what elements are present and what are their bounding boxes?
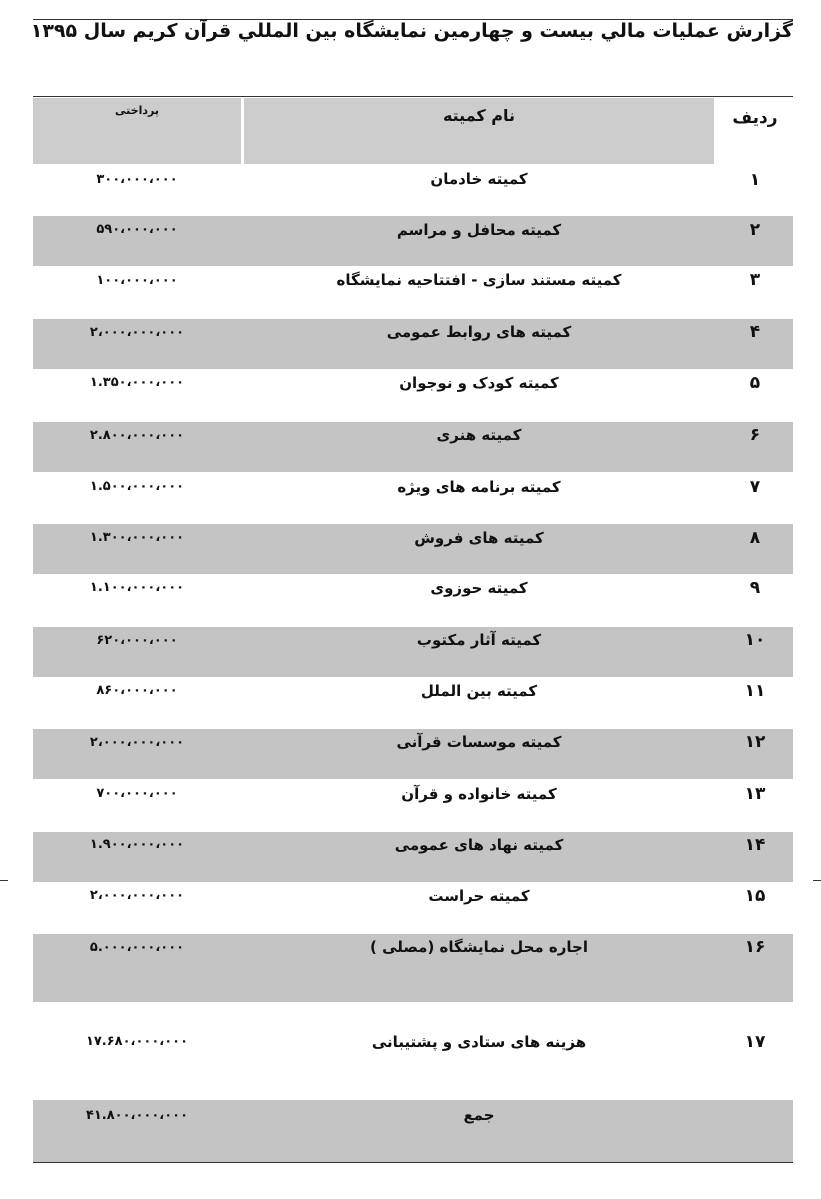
committee-name: کمیته های روابط عمومی (386, 323, 572, 341)
payment-amount: ۵۹۰،۰۰۰،۰۰۰ (96, 222, 178, 237)
row-number: ۸ (749, 528, 761, 548)
committee-name: کمیته برنامه های ویژه (397, 478, 561, 496)
payment-amount: ۱.۳۵۰،۰۰۰،۰۰۰ (89, 375, 185, 390)
table-row (33, 832, 793, 882)
row-number: ۱۰ (744, 630, 766, 650)
row-number: ۲ (749, 220, 761, 240)
table-row (33, 574, 793, 626)
row-number: ۱۵ (744, 886, 766, 906)
committee-name: کمیته مستند سازی - افتتاحیه نمایشگاه (336, 271, 622, 289)
header-top-rule (33, 96, 793, 97)
payment-amount: ۳۰۰،۰۰۰،۰۰۰ (96, 172, 178, 187)
row-number: ۵ (749, 373, 761, 393)
table-row (33, 216, 793, 266)
table-row (33, 934, 793, 1002)
header-row-cell (717, 98, 793, 164)
payment-amount: ۱.۱۰۰،۰۰۰،۰۰۰ (89, 580, 185, 595)
row-number: ۱۲ (744, 732, 766, 752)
row-number: ۷ (749, 477, 761, 497)
header-name-cell (244, 98, 714, 164)
committee-name: کمیته حراست (428, 887, 530, 905)
row-number: ۱۴ (744, 835, 766, 855)
payment-amount: ۵.۰۰۰،۰۰۰،۰۰۰ (89, 940, 185, 955)
table-header (33, 98, 793, 164)
table-row (33, 164, 793, 215)
committee-name: کمیته بین الملل (420, 682, 538, 700)
header-row-label: ردیف (732, 108, 778, 128)
table-row (33, 266, 793, 318)
table-row (33, 729, 793, 779)
table-row (33, 627, 793, 677)
committee-name: اجاره محل نمایشگاه (مصلی ) (370, 938, 588, 956)
committee-name: کمیته محافل و مراسم (396, 221, 562, 239)
row-number: ۹ (749, 578, 761, 598)
row-number: ۱۷ (744, 1032, 766, 1052)
table-row (33, 779, 793, 831)
table-row (33, 319, 793, 369)
payment-amount: ۲،۰۰۰،۰۰۰،۰۰۰ (89, 888, 185, 903)
payment-amount: ۶۲۰،۰۰۰،۰۰۰ (96, 633, 178, 648)
committee-name: کمیته های فروش (414, 529, 544, 547)
table-row (33, 369, 793, 421)
table-row (33, 677, 793, 729)
committee-name: کمیته کودک و نوجوان (399, 374, 559, 392)
payment-amount: ۱.۹۰۰،۰۰۰،۰۰۰ (89, 837, 185, 852)
table-row (33, 524, 793, 574)
header-name-label: نام کمیته (442, 106, 516, 125)
row-number: ۱۱ (744, 681, 766, 701)
report-title: گزارش عمليات مالي بيست و چهارمين نمايشگاه بين المللي قرآن كريم سال ۱۳۹۵ (30, 20, 793, 42)
payment-amount: ۷۰۰،۰۰۰،۰۰۰ (96, 786, 178, 801)
header-payment-label: پرداختی (115, 104, 159, 117)
row-number: ۶ (749, 425, 761, 445)
right-edge-mark (813, 880, 821, 881)
committee-name: کمیته موسسات قرآنی (396, 733, 562, 751)
table-row (33, 422, 793, 472)
left-edge-mark (0, 880, 8, 881)
committee-name: کمیته آثار مکتوب (416, 631, 542, 649)
committee-name: کمیته خانواده و قرآن (401, 785, 557, 803)
payment-amount: ۱.۵۰۰،۰۰۰،۰۰۰ (89, 479, 185, 494)
committee-name: کمیته هنری (436, 426, 522, 444)
row-number: ۱۶ (744, 937, 766, 957)
total-amount: ۴۱.۸۰۰،۰۰۰،۰۰۰ (85, 1108, 189, 1123)
bottom-rule (33, 1162, 793, 1163)
row-number: ۱۳ (744, 784, 766, 804)
committee-name: هزینه های ستادی و پشتیبانی (371, 1033, 587, 1051)
row-number: ۳ (749, 270, 761, 290)
committee-name: کمیته نهاد های عمومی (394, 836, 564, 854)
row-number: ۱ (749, 170, 761, 190)
payment-amount: ۱۰۰،۰۰۰،۰۰۰ (96, 273, 178, 288)
table-row (33, 472, 793, 524)
payment-amount: ۱۷.۶۸۰،۰۰۰،۰۰۰ (85, 1034, 189, 1049)
payment-amount: ۲.۸۰۰،۰۰۰،۰۰۰ (89, 428, 185, 443)
table-row (33, 1002, 793, 1100)
payment-amount: ۸۶۰،۰۰۰،۰۰۰ (96, 683, 178, 698)
committee-name: کمیته حوزوی (430, 579, 528, 597)
committee-name: کمیته خادمان (430, 170, 528, 188)
payment-amount: ۱.۳۰۰،۰۰۰،۰۰۰ (89, 530, 185, 545)
total-row (33, 1100, 793, 1162)
table-row (33, 882, 793, 934)
total-label: جمع (463, 1106, 495, 1124)
header-payment-cell (33, 98, 241, 164)
payment-amount: ۲،۰۰۰،۰۰۰،۰۰۰ (89, 735, 185, 750)
payment-amount: ۲،۰۰۰،۰۰۰،۰۰۰ (89, 325, 185, 340)
row-number: ۴ (749, 322, 761, 342)
